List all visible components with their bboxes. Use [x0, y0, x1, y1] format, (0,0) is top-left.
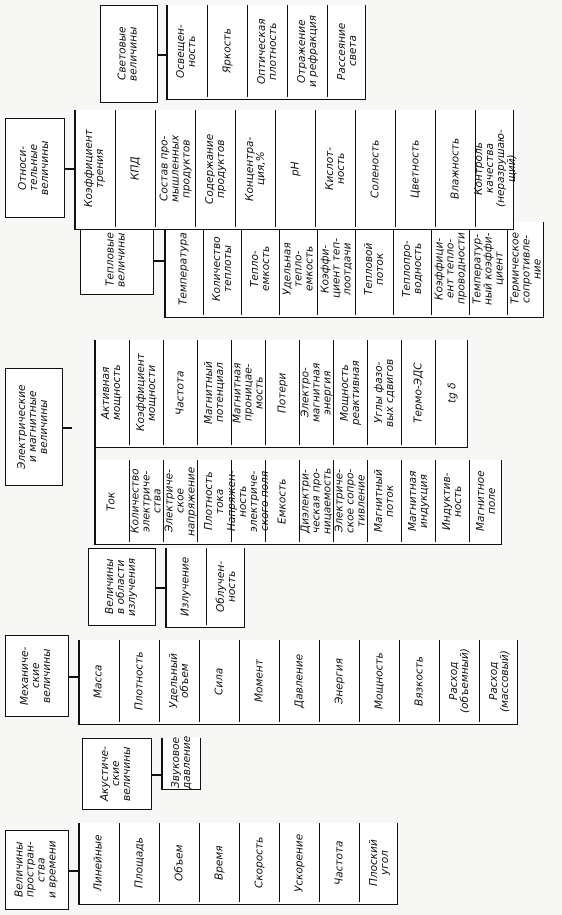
- light-column-1: [166, 5, 366, 100]
- electric-item-label: Частота: [174, 370, 187, 415]
- thermal-item-label: Температура: [177, 232, 190, 305]
- light-item-label: Отражение и рефракция: [296, 15, 319, 87]
- light-item-label: Освещен- ность: [175, 24, 198, 78]
- relative-item: [315, 110, 355, 227]
- mechanical-item-label: Энергия: [333, 658, 346, 704]
- thermal-header: [80, 225, 154, 295]
- light-item-label: Яркость: [221, 28, 234, 74]
- radiation-item-label: Излучение: [179, 556, 192, 617]
- relative-item: [395, 110, 435, 227]
- thermal-title: Тепловые величины: [104, 232, 128, 287]
- space-time-bracket: [78, 823, 80, 905]
- relative-item-label: Содержание продуктов: [204, 133, 227, 204]
- thermal-item-label: Коэффици- ент тепло- проводности: [433, 232, 468, 305]
- thermal-item-label: Коэффи- циент теп- лоотдачи: [319, 238, 354, 299]
- electric-item: [299, 340, 333, 445]
- electric-item-label: Термо-ЭДС: [412, 362, 425, 423]
- mechanical-item: [399, 640, 439, 722]
- electric-item: [401, 460, 435, 542]
- electric-item-label: Магнитный потенциал: [203, 361, 226, 424]
- mechanical-title: Механиче- ские величины: [19, 646, 53, 705]
- mechanical-item: [439, 640, 479, 722]
- thermal-item-label: Температур- ный коэффи- циент: [471, 232, 506, 305]
- electric-item-label: Плотность тока: [203, 471, 226, 531]
- relative-item-label: Цветность: [409, 139, 422, 198]
- mechanical-item-label: Вязкость: [413, 656, 426, 706]
- light-bracket: [166, 5, 168, 100]
- relative-item-label: Кислот- ность: [324, 146, 347, 191]
- thermal-item: [165, 222, 203, 315]
- electric-item-label: Напряжен- ность электриче- ского поля: [226, 470, 271, 532]
- mechanical-item: [359, 640, 399, 722]
- space-time-item-label: Ускорение: [293, 833, 306, 892]
- acoustic-item-label: Звуковое давление: [170, 735, 193, 790]
- mechanical-bracket: [78, 640, 80, 725]
- mechanical-item: [479, 640, 519, 722]
- thermal-item: [241, 222, 279, 315]
- radiation-column-1: [165, 548, 245, 628]
- electric-item: [401, 340, 435, 445]
- radiation-item: [166, 548, 206, 625]
- relative-item: [275, 110, 315, 227]
- space-time-column-1: [78, 823, 398, 905]
- relative-item: [235, 110, 275, 227]
- radiation-item-label: Облучен- ность: [215, 561, 238, 612]
- thermal-item: [469, 222, 507, 315]
- electric-item: [95, 460, 129, 542]
- relative-item: [155, 110, 195, 227]
- electric-item-label: Магнитный поток: [373, 469, 396, 533]
- electric-item-label: Индуктив- ность: [441, 472, 464, 530]
- space-time-connector: [69, 870, 78, 872]
- acoustic-column-1: [161, 735, 201, 790]
- electric-item-label: Диэлектри- ческая про- ницаемость: [299, 467, 334, 535]
- light-item-label: Оптическая плотность: [256, 18, 279, 84]
- thermal-item: [431, 222, 469, 315]
- relative-title: Относи- тельные величины: [17, 140, 51, 195]
- space-time-item: [159, 823, 199, 902]
- relative-item: [473, 110, 518, 227]
- relative-column-1: [74, 110, 518, 230]
- electric-item-label: Ток: [105, 491, 118, 511]
- mechanical-header: [5, 635, 69, 717]
- electric-item: [367, 460, 401, 542]
- electric-item: [231, 340, 265, 445]
- space-time-title: Величины простран- ства и времени: [13, 840, 59, 899]
- mechanical-connector: [69, 676, 78, 678]
- electric-item-label: Магнитная проницае- мость: [231, 362, 266, 423]
- thermal-item-label: Теплопро- водность: [401, 240, 424, 297]
- thermal-item: [355, 222, 393, 315]
- light-item: [167, 5, 207, 97]
- space-time-header: [5, 830, 69, 910]
- electric-item: [299, 460, 333, 542]
- electric-connector: [63, 427, 72, 429]
- thermal-item: [393, 222, 431, 315]
- electric-item: [435, 460, 469, 542]
- radiation-header: [88, 548, 156, 626]
- electric-item: [197, 340, 231, 445]
- space-time-item: [79, 823, 119, 902]
- relative-item: [195, 110, 235, 227]
- mechanical-item: [279, 640, 319, 722]
- relative-item-label: Состав про- мышленных продуктов: [158, 134, 193, 203]
- radiation-item: [206, 548, 246, 625]
- acoustic-title: Акустиче- ские величины: [99, 746, 133, 801]
- relative-item-label: pH: [289, 161, 302, 176]
- mechanical-item-label: Давление: [293, 653, 306, 709]
- electric-item-label: Магнитное поле: [475, 470, 498, 532]
- thermal-item: [279, 222, 317, 315]
- thermal-bracket: [164, 222, 166, 318]
- mechanical-item-label: Удельный объем: [168, 653, 191, 709]
- mechanical-item: [319, 640, 359, 722]
- thermal-item-label: Удельная тепло- емкость: [281, 242, 316, 295]
- electric-item: [333, 460, 367, 542]
- mechanical-item-label: Расход (объемный): [448, 648, 471, 714]
- relative-item: [435, 110, 475, 227]
- mechanical-item-label: Плотность: [133, 651, 146, 711]
- space-time-item: [199, 823, 239, 902]
- space-time-item-label: Время: [213, 845, 226, 880]
- relative-bracket: [74, 110, 76, 230]
- relative-item: [75, 110, 115, 227]
- electric-item: [265, 460, 299, 542]
- acoustic-connector: [152, 774, 161, 776]
- electric-item-label: Электро- магнитная энергия: [299, 362, 334, 423]
- light-item: [327, 5, 367, 97]
- electric-item: [129, 340, 163, 445]
- thermal-item: [203, 222, 241, 315]
- thermal-item: [317, 222, 355, 315]
- light-item: [207, 5, 247, 97]
- relative-item: [355, 110, 395, 227]
- electric-item: [95, 340, 129, 445]
- mechanical-item-label: Масса: [92, 664, 105, 698]
- mechanical-item: [119, 640, 159, 722]
- thermal-item-label: Термическое сопротивле- ние: [509, 232, 544, 305]
- space-time-item: [319, 823, 359, 902]
- electric-item-label: Активная мощность: [100, 364, 123, 421]
- relative-item-label: Коэффициент трения: [83, 129, 106, 208]
- radiation-title: Величины в области излучения: [104, 557, 138, 616]
- electric-column-2: [94, 340, 468, 448]
- relative-item-label: КПД: [129, 156, 142, 181]
- space-time-item: [359, 823, 399, 902]
- space-time-item-label: Площадь: [133, 837, 146, 888]
- thermal-item-label: Тепловой поток: [363, 242, 386, 295]
- electric-item-label: Магнитная индукция: [407, 470, 430, 532]
- electric-item-label: Электриче- ское напряжение: [163, 466, 198, 536]
- electric-column-1: [94, 460, 502, 545]
- electric-item: [163, 460, 197, 542]
- electric-item-label: Электриче- ское сопро- тивление: [333, 468, 368, 534]
- relative-item: [115, 110, 155, 227]
- electric-item: [163, 340, 197, 445]
- electric-title: Электрические и магнитные величины: [16, 384, 50, 469]
- electric-item-label: Коэффициент мощности: [135, 353, 158, 432]
- light-item: [287, 5, 327, 97]
- relative-item-label: Влажность: [449, 137, 462, 200]
- relative-item-label: Контроль качества (неразрушаю- щий): [473, 129, 518, 208]
- electric-item: [469, 460, 503, 542]
- space-time-item-label: Скорость: [253, 836, 266, 889]
- space-time-item-label: Объем: [173, 844, 186, 881]
- electric-item-label: Емкость: [276, 478, 289, 524]
- mechanical-item: [199, 640, 239, 722]
- electric-item-label: Потери: [276, 372, 289, 413]
- acoustic-bracket: [161, 738, 163, 790]
- relative-item-label: Концентра- ция,%: [244, 136, 267, 201]
- electric-item: [367, 340, 401, 445]
- light-connector: [158, 54, 166, 56]
- electric-item-label: Количество электриче- ства: [129, 468, 164, 534]
- electric-item: [333, 340, 367, 445]
- mechanical-item-label: Мощность: [373, 652, 386, 710]
- mechanical-item: [239, 640, 279, 722]
- light-header: [100, 5, 158, 103]
- electric-item-label: Углы фазо- вых сдвигов: [373, 358, 396, 427]
- mechanical-item: [79, 640, 119, 722]
- relative-item-label: Соленость: [369, 139, 382, 198]
- space-time-item-label: Частота: [333, 840, 346, 885]
- electric-item-label: Мощность реактивная: [339, 360, 362, 425]
- light-item: [247, 5, 287, 97]
- space-time-item: [239, 823, 279, 902]
- radiation-connector: [156, 587, 165, 589]
- mechanical-column-1: [78, 640, 518, 725]
- acoustic-item: [162, 735, 202, 790]
- light-title: Световые величины: [116, 26, 140, 81]
- electric-item: [265, 340, 299, 445]
- relative-connector: [65, 168, 74, 170]
- space-time-item: [119, 823, 159, 902]
- electric-header: [5, 368, 63, 486]
- thermal-item: [507, 222, 545, 315]
- mechanical-item-label: Расход (массовый): [488, 650, 511, 712]
- thermal-connector: [154, 260, 164, 262]
- acoustic-header: [82, 738, 152, 810]
- space-time-item-label: Плоский угол: [368, 839, 391, 886]
- electric-item-label: tg δ: [446, 382, 459, 403]
- space-time-item: [279, 823, 319, 902]
- relative-header: [5, 118, 65, 218]
- light-item-label: Рассеяние света: [336, 22, 359, 80]
- electric-item: [435, 340, 469, 445]
- thermal-item-label: Количество теплоты: [211, 236, 234, 301]
- mechanical-item-label: Момент: [253, 659, 266, 703]
- space-time-item-label: Линейные: [92, 834, 105, 891]
- thermal-column-1: [164, 222, 544, 318]
- radiation-bracket: [165, 548, 167, 628]
- electric-item: [129, 460, 163, 542]
- mechanical-item: [159, 640, 199, 722]
- mechanical-item-label: Сила: [213, 667, 226, 695]
- electric-item: [226, 460, 271, 542]
- electric-bracket: [94, 340, 96, 545]
- thermal-item-label: Тепло- емкость: [249, 245, 272, 292]
